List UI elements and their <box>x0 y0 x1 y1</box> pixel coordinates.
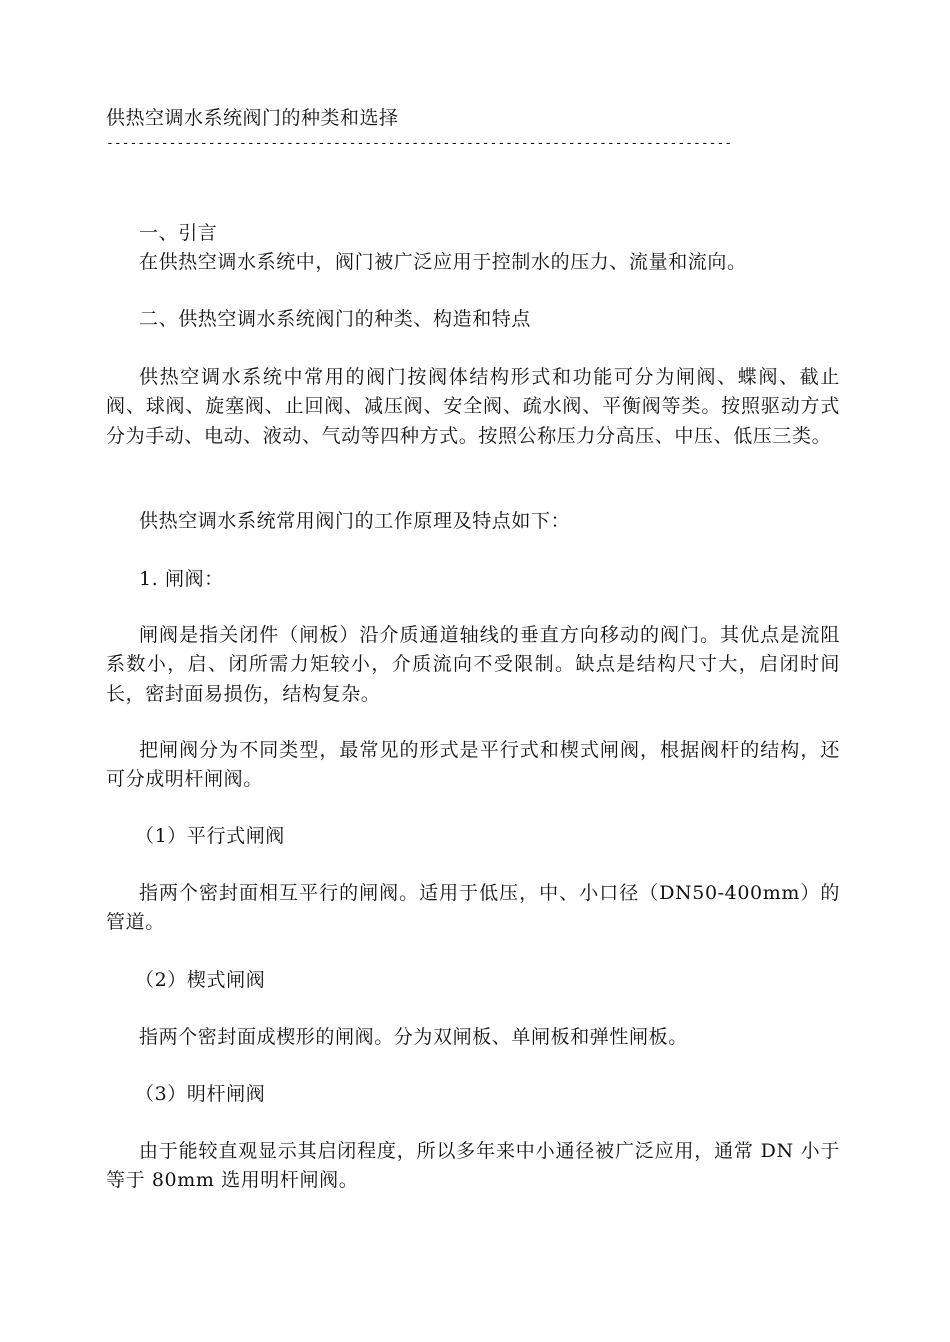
paragraph-parallel-gate-valve: 指两个密封面相互平行的闸阀。适用于低压，中、小口径（DN50-400mm）的管道。 <box>106 882 840 934</box>
section-heading-types: 二、供热空调水系统阀门的种类、构造和特点 <box>139 308 532 330</box>
paragraph-introduction: 在供热空调水系统中，阀门被广泛应用于控制水的压力、流量和流向。 <box>139 251 747 273</box>
subheading-rising-stem-gate-valve: （3）明杆闸阀 <box>135 1083 266 1105</box>
paragraph-working-principle: 供热空调水系统常用阀门的工作原理及特点如下： <box>139 510 571 532</box>
paragraph-gate-valve-definition: 闸阀是指关闭件（闸板）沿介质通道轴线的垂直方向移动的阀门。其优点是流阻系数小，启、闭所需力矩较小，介质流向不受限制。缺点是结构尺寸大，启闭时间长，密封面易损伤，结构复杂。 <box>106 624 840 705</box>
subheading-parallel-gate-valve: （1）平行式闸阀 <box>135 825 285 847</box>
document-title: 供热空调水系统阀门的种类和选择 <box>106 107 399 129</box>
subheading-wedge-gate-valve: （2）楔式闸阀 <box>135 969 266 991</box>
section-heading-introduction: 一、引言 <box>139 222 218 244</box>
paragraph-rising-stem-gate-valve: 由于能较直观显示其启闭程度，所以多年来中小通径被广泛应用，通常 DN 小于等于 80mm 选用明杆闸阀。 <box>106 1140 840 1192</box>
dashed-separator: -------------------------------------------------------------------------------- <box>106 136 733 151</box>
paragraph-valve-classification: 供热空调水系统中常用的阀门按阀体结构形式和功能可分为闸阀、蝶阀、截止阀、球阀、旋塞阀、止回阀、减压阀、安全阀、疏水阀、平衡阀等类。按照驱动方式分为手动、电动、液动、气动等四种方式。按照公称压力分高压、中压、低压三类。 <box>106 366 840 447</box>
paragraph-gate-valve-types: 把闸阀分为不同类型，最常见的形式是平行式和楔式闸阀，根据阀杆的结构，还可分成明杆闸阀。 <box>106 739 840 791</box>
paragraph-wedge-gate-valve: 指两个密封面成楔形的闸阀。分为双闸板、单闸板和弹性闸板。 <box>139 1026 688 1048</box>
item-heading-gate-valve: 1. 闸阀： <box>139 568 224 590</box>
